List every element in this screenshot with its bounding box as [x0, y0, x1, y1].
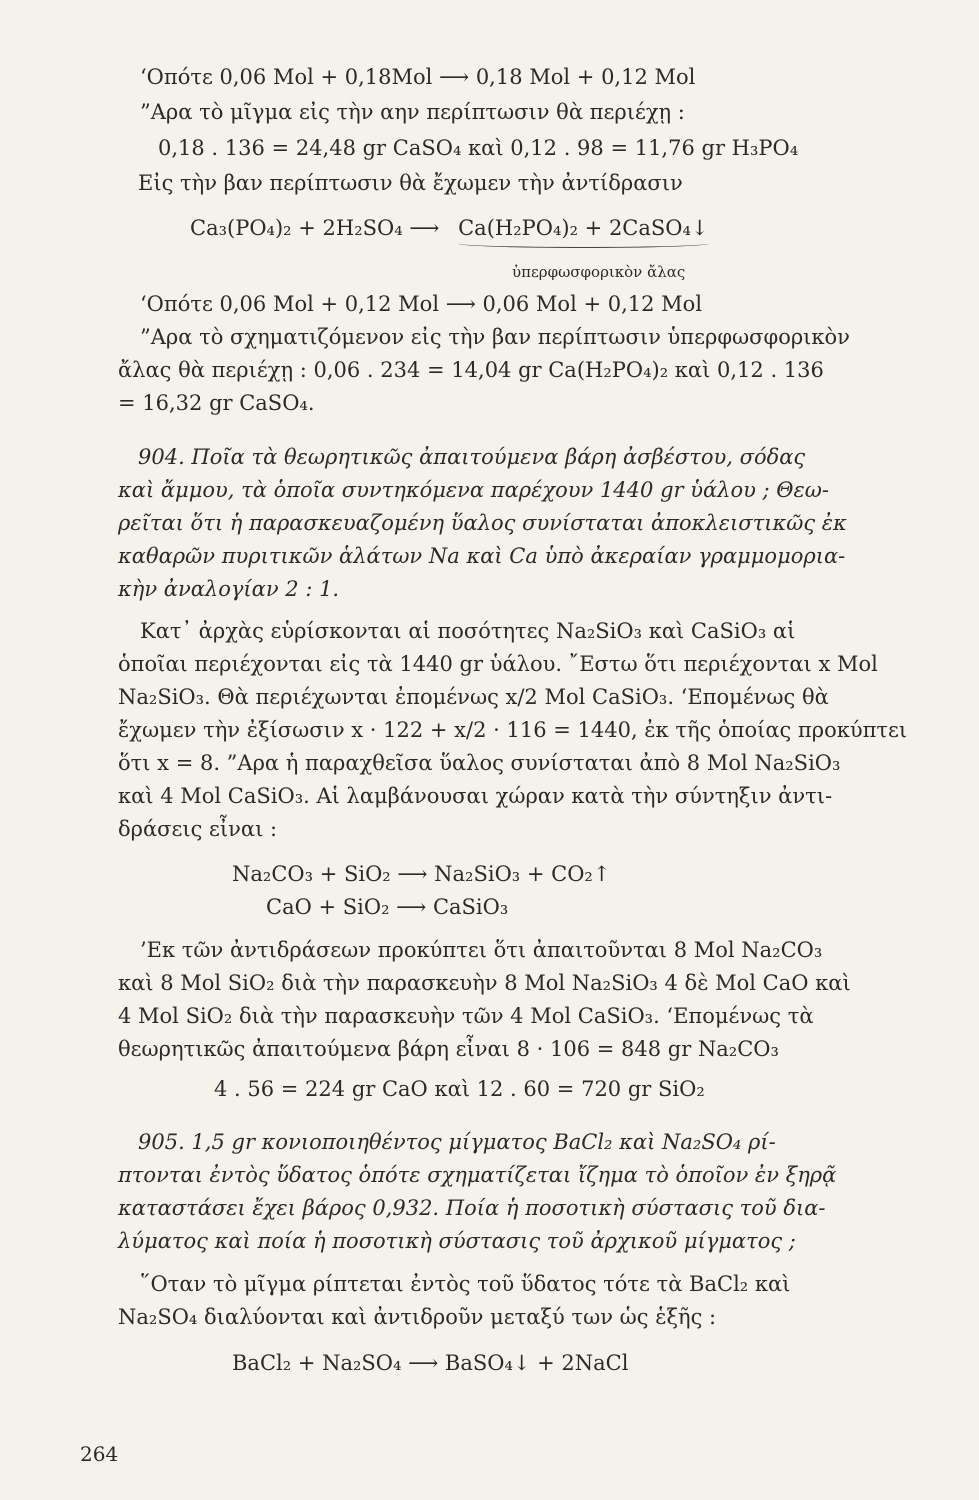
problem-904-line: καθαρῶν πυριτικῶν ἁλάτων Na καὶ Ca ὑπὸ ἀκεραίαν γραμμομορια-	[118, 544, 846, 568]
text-line: ἄλας θὰ περιέχῃ : 0,06 . 234 = 14,04 gr Ca(H₂PO₄)₂ καὶ 0,12 . 136	[118, 358, 824, 382]
text-line: Εἰς τὴν βαν περίπτωσιν θὰ ἔχωμεν τὴν ἀντίδρασιν	[138, 171, 683, 195]
problem-905-line: πτονται ἐντὸς ὕδατος ὁπότε σχηματίζεται ἴζημα τὸ ὁποῖον ἐν ξηρᾷ	[118, 1163, 837, 1187]
equation-line: CaO + SiO₂ ⟶ CaSiO₃	[266, 895, 509, 919]
text-line: 4 Mol SiO₂ διὰ τὴν παρασκευὴν τῶν 4 Mol CaSiO₃. ‘Επομένως τὰ	[118, 1004, 814, 1028]
brace-caption: ὑπερφωσφορικὸν ἄλας	[512, 263, 686, 281]
text-line: ‘Οπότε 0,06 Mol + 0,12 Mol ⟶ 0,06 Mol + 0,12 Mol	[140, 292, 703, 316]
text-line: ’Εκ τῶν ἀντιδράσεων προκύπτει ὅτι ἀπαιτοῦνται 8 Mol Na₂CO₃	[140, 938, 823, 962]
problem-905-line: λύματος καὶ ποία ἡ ποσοτικὴ σύστασις τοῦ ἀρχικοῦ μίγματος ;	[118, 1229, 796, 1253]
text-line: ”Αρα τὸ σχηματιζόμενον εἰς τὴν βαν περίπτωσιν ὑπερφωσφορικὸν	[140, 325, 850, 349]
text-line: ῞Οταν τὸ μῖγμα ρίπτεται ἐντὸς τοῦ ὕδατος τότε τὰ BaCl₂ καὶ	[140, 1272, 791, 1296]
text-line: δράσεις εἶναι :	[118, 817, 278, 841]
text-line: Na₂SO₄ διαλύονται καὶ ἀντιδροῦν μεταξύ των ὡς ἑξῆς :	[118, 1305, 717, 1329]
equation-products	[458, 214, 708, 242]
problem-904-line: κὴν ἀναλογίαν 2 : 1.	[118, 577, 340, 601]
text-line: 0,18 . 136 = 24,48 gr CaSO₄ καὶ 0,12 . 98 = 11,76 gr H₃PO₄	[158, 136, 799, 160]
text-line: ‘Οπότε 0,06 Mol + 0,18Mol ⟶ 0,18 Mol + 0,12 Mol	[140, 65, 696, 89]
text-line: ”Αρα τὸ μῖγμα εἰς τὴν αην περίπτωσιν θὰ περιέχῃ :	[140, 100, 685, 124]
equation-line	[0, 214, 979, 242]
problem-904-line: ρεῖται ὅτι ἡ παρασκευαζομένη ὕαλος συνίσταται ἀποκλειστικῶς ἐκ	[118, 511, 847, 535]
page-number: 264	[80, 1442, 119, 1466]
text-line: = 16,32 gr CaSO₄.	[118, 391, 315, 415]
text-line: ὁποῖαι περιέχονται εἰς τὰ 1440 gr ὑάλου. ῎Εστω ὅτι περιέχονται x Mol	[118, 652, 878, 676]
problem-905-line: 905. 1,5 gr κονιοποιηθέντος μίγματος BaCl₂ καὶ Na₂SO₄ ρί-	[138, 1130, 776, 1154]
text-line: Κατ᾽ ἀρχὰς εὑρίσκονται αἱ ποσότητες Na₂SiO₃ καὶ CaSiO₃ αἱ	[140, 619, 796, 643]
text-line: ἔχωμεν τὴν ἐξίσωσιν x · 122 + x/2 · 116 = 1440, ἐκ τῆς ὁποίας προκύπτει	[118, 718, 908, 742]
text-line: καὶ 8 Mol SiO₂ διὰ τὴν παρασκευὴν 8 Mol Na₂SiO₃ 4 δὲ Mol CaO καὶ	[118, 971, 851, 995]
text-line: καὶ 4 Mol CaSiO₃. Αἱ λαμβάνουσαι χώραν κατὰ τὴν σύντηξιν ἀντι-	[118, 784, 833, 808]
problem-904-line: καὶ ἄμμου, τὰ ὁποῖα συντηκόμενα παρέχουν 1440 gr ὑάλου ; Θεω-	[118, 478, 830, 502]
text-line: Na₂SiO₃. Θὰ περιέχωνται ἐπομένως x/2 Mol CaSiO₃. ‘Επομένως θὰ	[118, 685, 829, 709]
equation-line: BaCl₂ + Na₂SO₄ ⟶ BaSO₄↓ + 2NaCl	[232, 1351, 629, 1375]
problem-905-line: καταστάσει ἔχει βάρος 0,932. Ποία ἡ ποσοτικὴ σύστασις τοῦ δια-	[118, 1196, 826, 1220]
equation-line: 4 . 56 = 224 gr CaO καὶ 12 . 60 = 720 gr SiO₂	[214, 1077, 705, 1101]
equation-reactants: Ca₃(PO₄)₂ + 2H₂SO₄ ⟶	[190, 216, 440, 240]
equation-line: Na₂CO₃ + SiO₂ ⟶ Na₂SiO₃ + CO₂↑	[232, 862, 611, 886]
text-line: θεωρητικῶς ἀπαιτούμενα βάρη εἶναι 8 · 106 = 848 gr Na₂CO₃	[118, 1037, 779, 1061]
text-line: ὅτι x = 8. ”Αρα ἡ παραχθεῖσα ὕαλος συνίσταται ἀπὸ 8 Mol Na₂SiO₃	[118, 751, 841, 775]
equation-products-text: Ca(H₂PO₄)₂ + 2CaSO₄↓	[458, 216, 709, 240]
underbrace	[458, 239, 708, 248]
problem-904-line: 904. Ποῖα τὰ θεωρητικῶς ἀπαιτούμενα βάρη ἀσβέστου, σόδας	[138, 445, 806, 469]
